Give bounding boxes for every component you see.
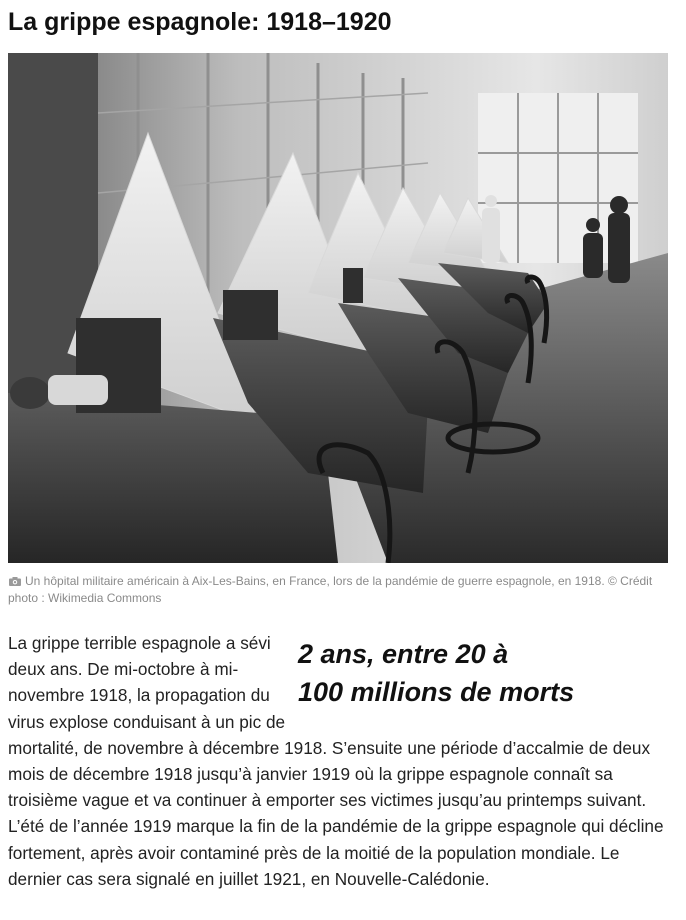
hospital-ward-photo <box>8 53 668 563</box>
photo-caption <box>8 573 658 607</box>
article-title: La grippe espagnole: 1918–1920 <box>8 8 392 36</box>
pull-quote-line-1: 2 ans, entre 20 à <box>298 639 509 669</box>
body-paragraph: La grippe terrible espagnole a sévi deux ans. De mi-octobre à mi-novembre 1918, la propagation du virus explose conduisant à un pic de mortalité, de novembre à décembre 1918. S’ensuite une période d’accalmie de deux mois de décembre 1918 jusqu’à janvier 1919 où la grippe espagnole connaît sa troisième vague et va continuer à emporter ses victimes jusqu’au printemps suivant. L’été de l’année 1919 marque la fin de la pandémie de la grippe espagnole qui décline fortement, après avoir contaminé près de la moitié de la population mondiale. Le dernier cas sera signalé en juillet 1921, en Nouvelle-Calédonie. <box>8 633 664 889</box>
caption-text: Un hôpital militaire américain à Aix-Les-Bains, en France, lors de la pandémie de guerre espagnole, en 1918. © Crédit photo : Wikimedia Commons <box>8 574 653 605</box>
camera-icon <box>9 577 21 586</box>
pull-quote <box>298 630 668 711</box>
article-body <box>8 630 668 892</box>
pull-quote-line-2: 100 millions de morts <box>298 677 575 707</box>
